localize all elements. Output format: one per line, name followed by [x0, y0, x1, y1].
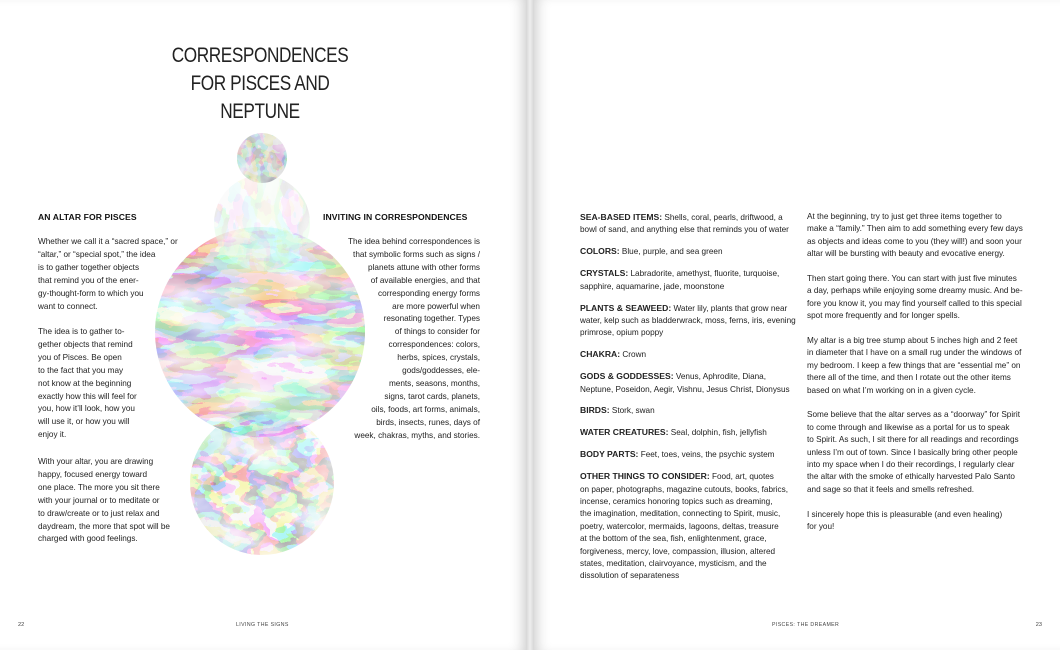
entry-label: BODY PARTS:: [580, 449, 639, 460]
entry-label: CRYSTALS:: [580, 268, 629, 279]
right-page: [534, 0, 1060, 650]
altar-heading: AN ALTAR FOR PISCES: [38, 212, 137, 222]
entry-text: Crown: [622, 350, 647, 360]
entry-label: SEA-BASED ITEMS:: [580, 212, 663, 222]
book-gutter: [526, 0, 534, 650]
entry-label: CHAKRA:: [580, 349, 621, 360]
correspondence-entry: [580, 302, 800, 340]
correspondence-entry: [580, 348, 800, 361]
altar-paragraph-1: Whether we call it a “sacred space,” or “altar,” or “special spot,” the idea is to gather together objects that remind you of the ener- gy-thought-form to which you want to connect.: [38, 237, 178, 311]
altar-paragraph-2: The idea is to gather to- gether objects that remind you of Pisces. Be open to the fact that you may not know at the beginning exactly how this will feel for you, how it’ll look, how you will use it, or how you will enjoy it.: [38, 327, 137, 440]
entry-label: OTHER THINGS TO CONSIDER:: [580, 471, 710, 482]
title-line-1: CORRESPONDENCES: [171, 44, 349, 67]
entry-text: Seal, dolphin, fish, jellyfish: [670, 428, 767, 438]
entry-label: PLANTS & SEAWEED:: [580, 302, 672, 313]
entry-label: WATER CREATURES:: [580, 427, 669, 438]
title-line-2: FOR PISCES AND NEPTUNE: [190, 72, 330, 123]
altar-advice-column: [807, 211, 1032, 546]
body-paragraph: I sincerely hope this is pleasurable (and even healing) for you!: [807, 509, 1003, 532]
inviting-heading: INVITING IN CORRESPONDENCES: [323, 212, 468, 222]
entry-label: BIRDS:: [580, 405, 610, 416]
page-number-left: 22: [18, 622, 25, 628]
entry-text: Labradorite, amethyst, fluorite, turquoise, sapphire, aquamarine, jade, moonstone: [580, 269, 780, 291]
correspondence-entry: [580, 404, 800, 417]
correspondence-entry: [580, 426, 800, 439]
entry-text: Stork, swan: [611, 406, 655, 416]
correspondence-list: [580, 211, 800, 591]
body-paragraph: Then start going there. You can start with just five minutes a day, perhaps while enjoying some dreamy music. And be- fore you know it, you may find yourself called to this special spot more frequently and for longer spells.: [807, 274, 1023, 321]
entry-label: GODS & GODDESSES:: [580, 371, 674, 382]
inviting-paragraph: The idea behind correspondences is that symbolic forms such as signs / planets attune with other forms of available energies, and that corresponding energy forms are more powerful when resonating together. Types of things to consider for correspondences: colors, herbs, spices, crystals, gods/goddesses, ele- ments, seasons, months, signs, tarot cards, planets, oils, foods, art forms, animals, birds, insects, runes, days of week, chakras, myths, and stories.: [348, 237, 480, 440]
entry-text: Feet, toes, veins, the psychic system: [640, 450, 775, 460]
left-page: [0, 0, 526, 650]
running-head-left: LIVING THE SIGNS: [236, 622, 289, 628]
altar-paragraph-3: With your altar, you are drawing happy, focused energy toward one place. The more you sit there with your journal or to meditate or to draw/create or to just relax and daydream, the more that spot will be charged with good feelings.: [38, 457, 170, 544]
entry-text: Food, art, quotes on paper, photographs, magazine cutouts, books, fabrics, incense, ceramics honoring topics such as dreaming, the imagination, meditation, connecting to Spirit, music, poetry, watercolor, mermaids, lagoons, deltas, treasure at the bottom of the sea, fish, enlightenment, grace, forgiveness, mercy, love, compassion, illusion, altered states, meditation, clairvoyance, mysticism, and the dissolution of separateness: [580, 472, 789, 581]
correspondence-entry: [580, 211, 800, 237]
correspondence-entry: [580, 370, 800, 396]
page-number-right: 23: [1035, 622, 1042, 628]
entry-text: Venus, Aphrodite, Diana, Neptune, Poseidon, Aegir, Vishnu, Jesus Christ, Dionysus: [580, 372, 790, 394]
body-paragraph: At the beginning, try to just get three items together to make a “family.” Then aim to add something every few days as objects and ideas come to you (they will!) and soon your altar will be bursting with beauty and evocative energy.: [807, 212, 1023, 259]
entry-label: COLORS:: [580, 246, 620, 257]
correspondence-entry: [580, 245, 800, 258]
running-head-right: PISCES: THE DREAMER: [772, 622, 840, 628]
entry-text: Shells, coral, pearls, driftwood, a bowl of sand, and anything else that reminds you of water: [580, 213, 789, 235]
correspondence-entry: [580, 267, 800, 293]
body-paragraph: My altar is a big tree stump about 5 inches high and 2 feet in diameter that I have on a small rug under the windows of my bedroom. I keep a few things that are “essential me” on there all of the time, and then I rotate out the other items based on what I’m working on in a given cycle.: [807, 336, 1022, 395]
marble-circle-top: [235, 130, 290, 186]
entry-text: Blue, purple, and sea green: [621, 247, 723, 257]
page-title: [162, 42, 359, 126]
body-paragraph: Some believe that the altar serves as a “doorway” for Spirit to come through and likewise as a portal for us to speak to Spirit. As such, I sit there for all readings and recordings unless I’m out of town. Since I basically bring other people into my space when I do their recordings, I regularly clear the altar with the smoke of ethically harvested Palo Santo and sage so that it feels and smells refreshed.: [807, 410, 1020, 494]
correspondence-entry: [580, 470, 800, 583]
entry-text: Water lily, plants that grow near water, kelp such as bladderwrack, moss, ferns, iris, evening primrose, opium poppy: [580, 303, 796, 338]
correspondence-entry: [580, 448, 800, 461]
